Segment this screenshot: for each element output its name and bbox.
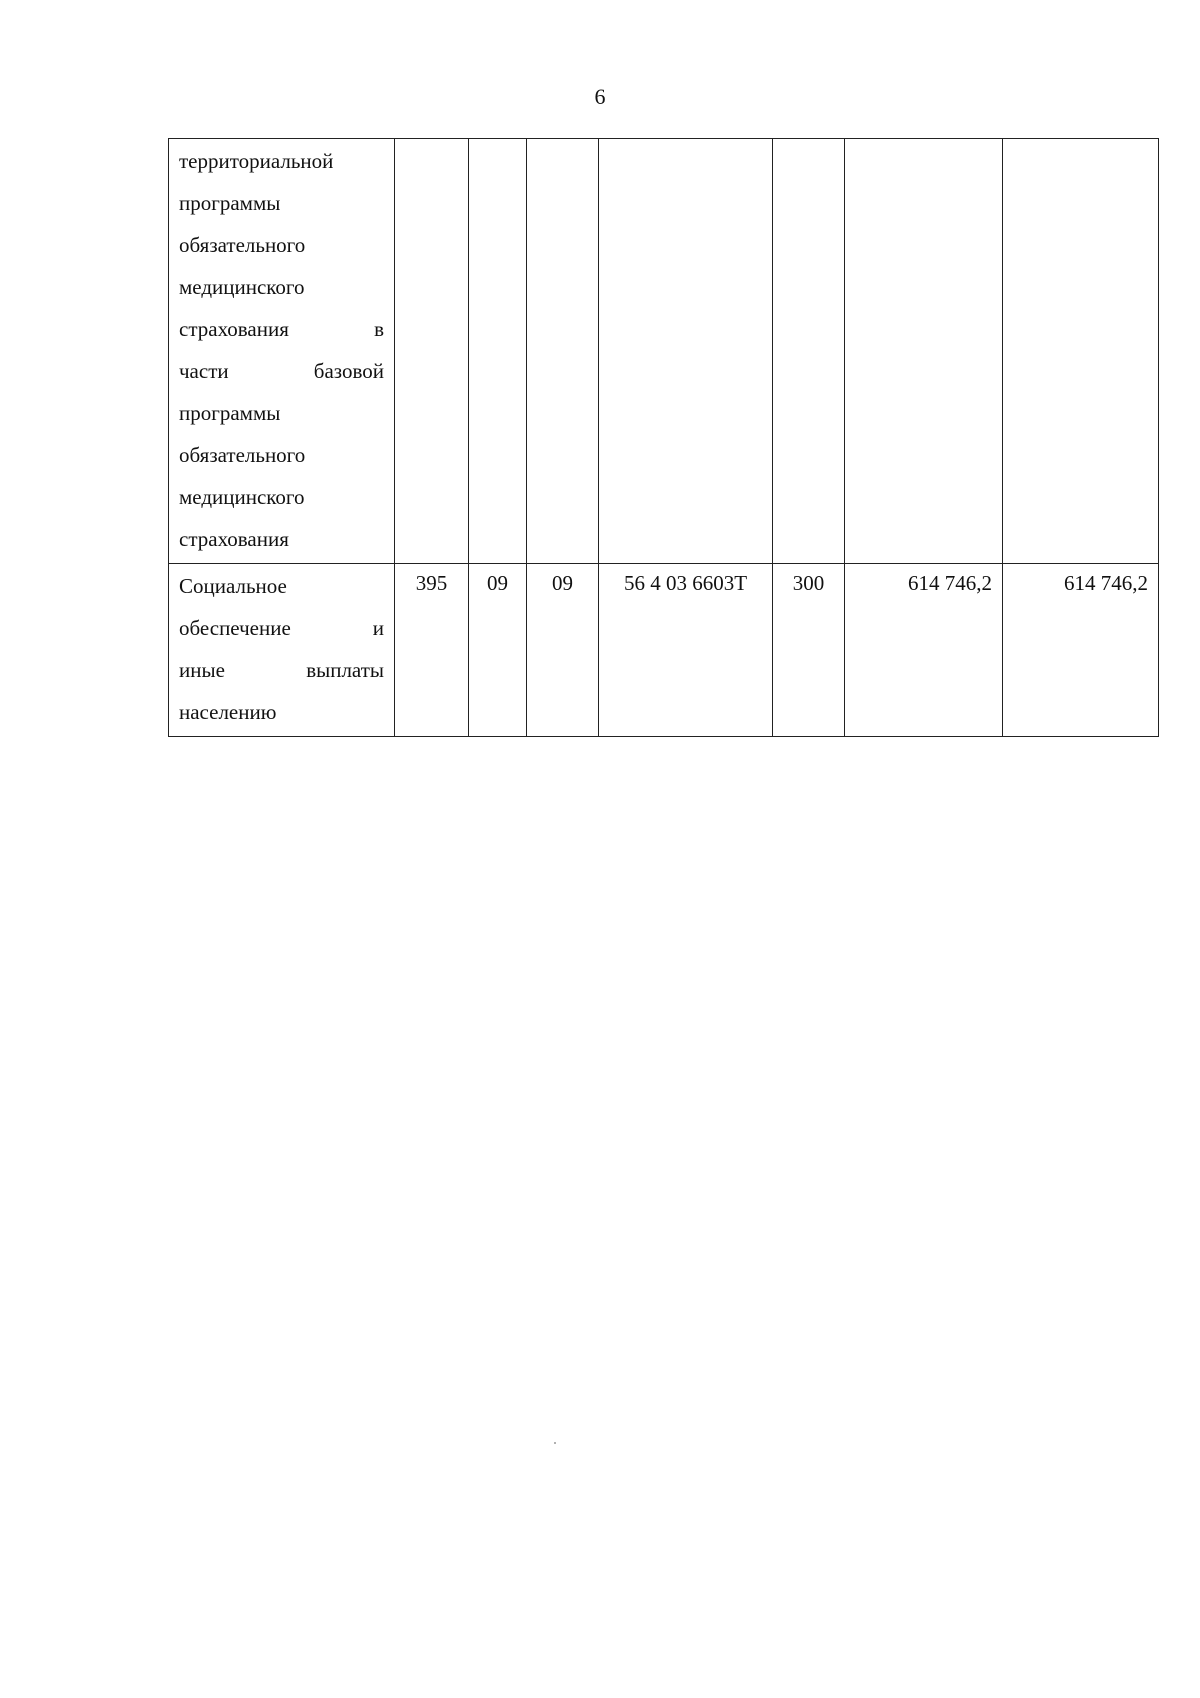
name-line: страхования: [179, 527, 289, 551]
name-line: Социальное: [179, 574, 287, 598]
row-name-cell: [169, 564, 395, 737]
name-line: населению: [179, 700, 277, 724]
name-line: программы: [179, 191, 281, 215]
target-cell: 56 4 03 6603Т: [599, 564, 773, 737]
scan-speck: [554, 1442, 556, 1444]
amount-2-cell: [1003, 139, 1159, 564]
section-cell: [469, 139, 527, 564]
target-cell: [599, 139, 773, 564]
expense-type-cell: 300: [773, 564, 845, 737]
code-cell: 395: [395, 564, 469, 737]
name-line: страхования в: [179, 317, 384, 341]
code-cell: [395, 139, 469, 564]
row-name-cell: [169, 139, 395, 564]
name-line: обязательного: [179, 443, 306, 467]
name-line: обеспечение и: [179, 616, 384, 640]
name-line: части базовой: [179, 359, 384, 383]
name-line: иные выплаты: [179, 658, 384, 682]
amount-1-cell: 614 746,2: [845, 564, 1003, 737]
name-line: медицинского: [179, 485, 305, 509]
name-line: медицинского: [179, 275, 305, 299]
name-line: территориальной: [179, 149, 334, 173]
subsection-cell: [527, 139, 599, 564]
name-line: программы: [179, 401, 281, 425]
subsection-cell: 09: [527, 564, 599, 737]
section-cell: 09: [469, 564, 527, 737]
name-line: обязательного: [179, 233, 306, 257]
table-row: [169, 139, 1159, 564]
amount-2-cell: 614 746,2: [1003, 564, 1159, 737]
table-row: [169, 564, 1159, 737]
expense-type-cell: [773, 139, 845, 564]
table-body: [169, 139, 1159, 737]
amount-1-cell: [845, 139, 1003, 564]
budget-table: [168, 138, 1159, 737]
page-number: 6: [594, 84, 606, 109]
